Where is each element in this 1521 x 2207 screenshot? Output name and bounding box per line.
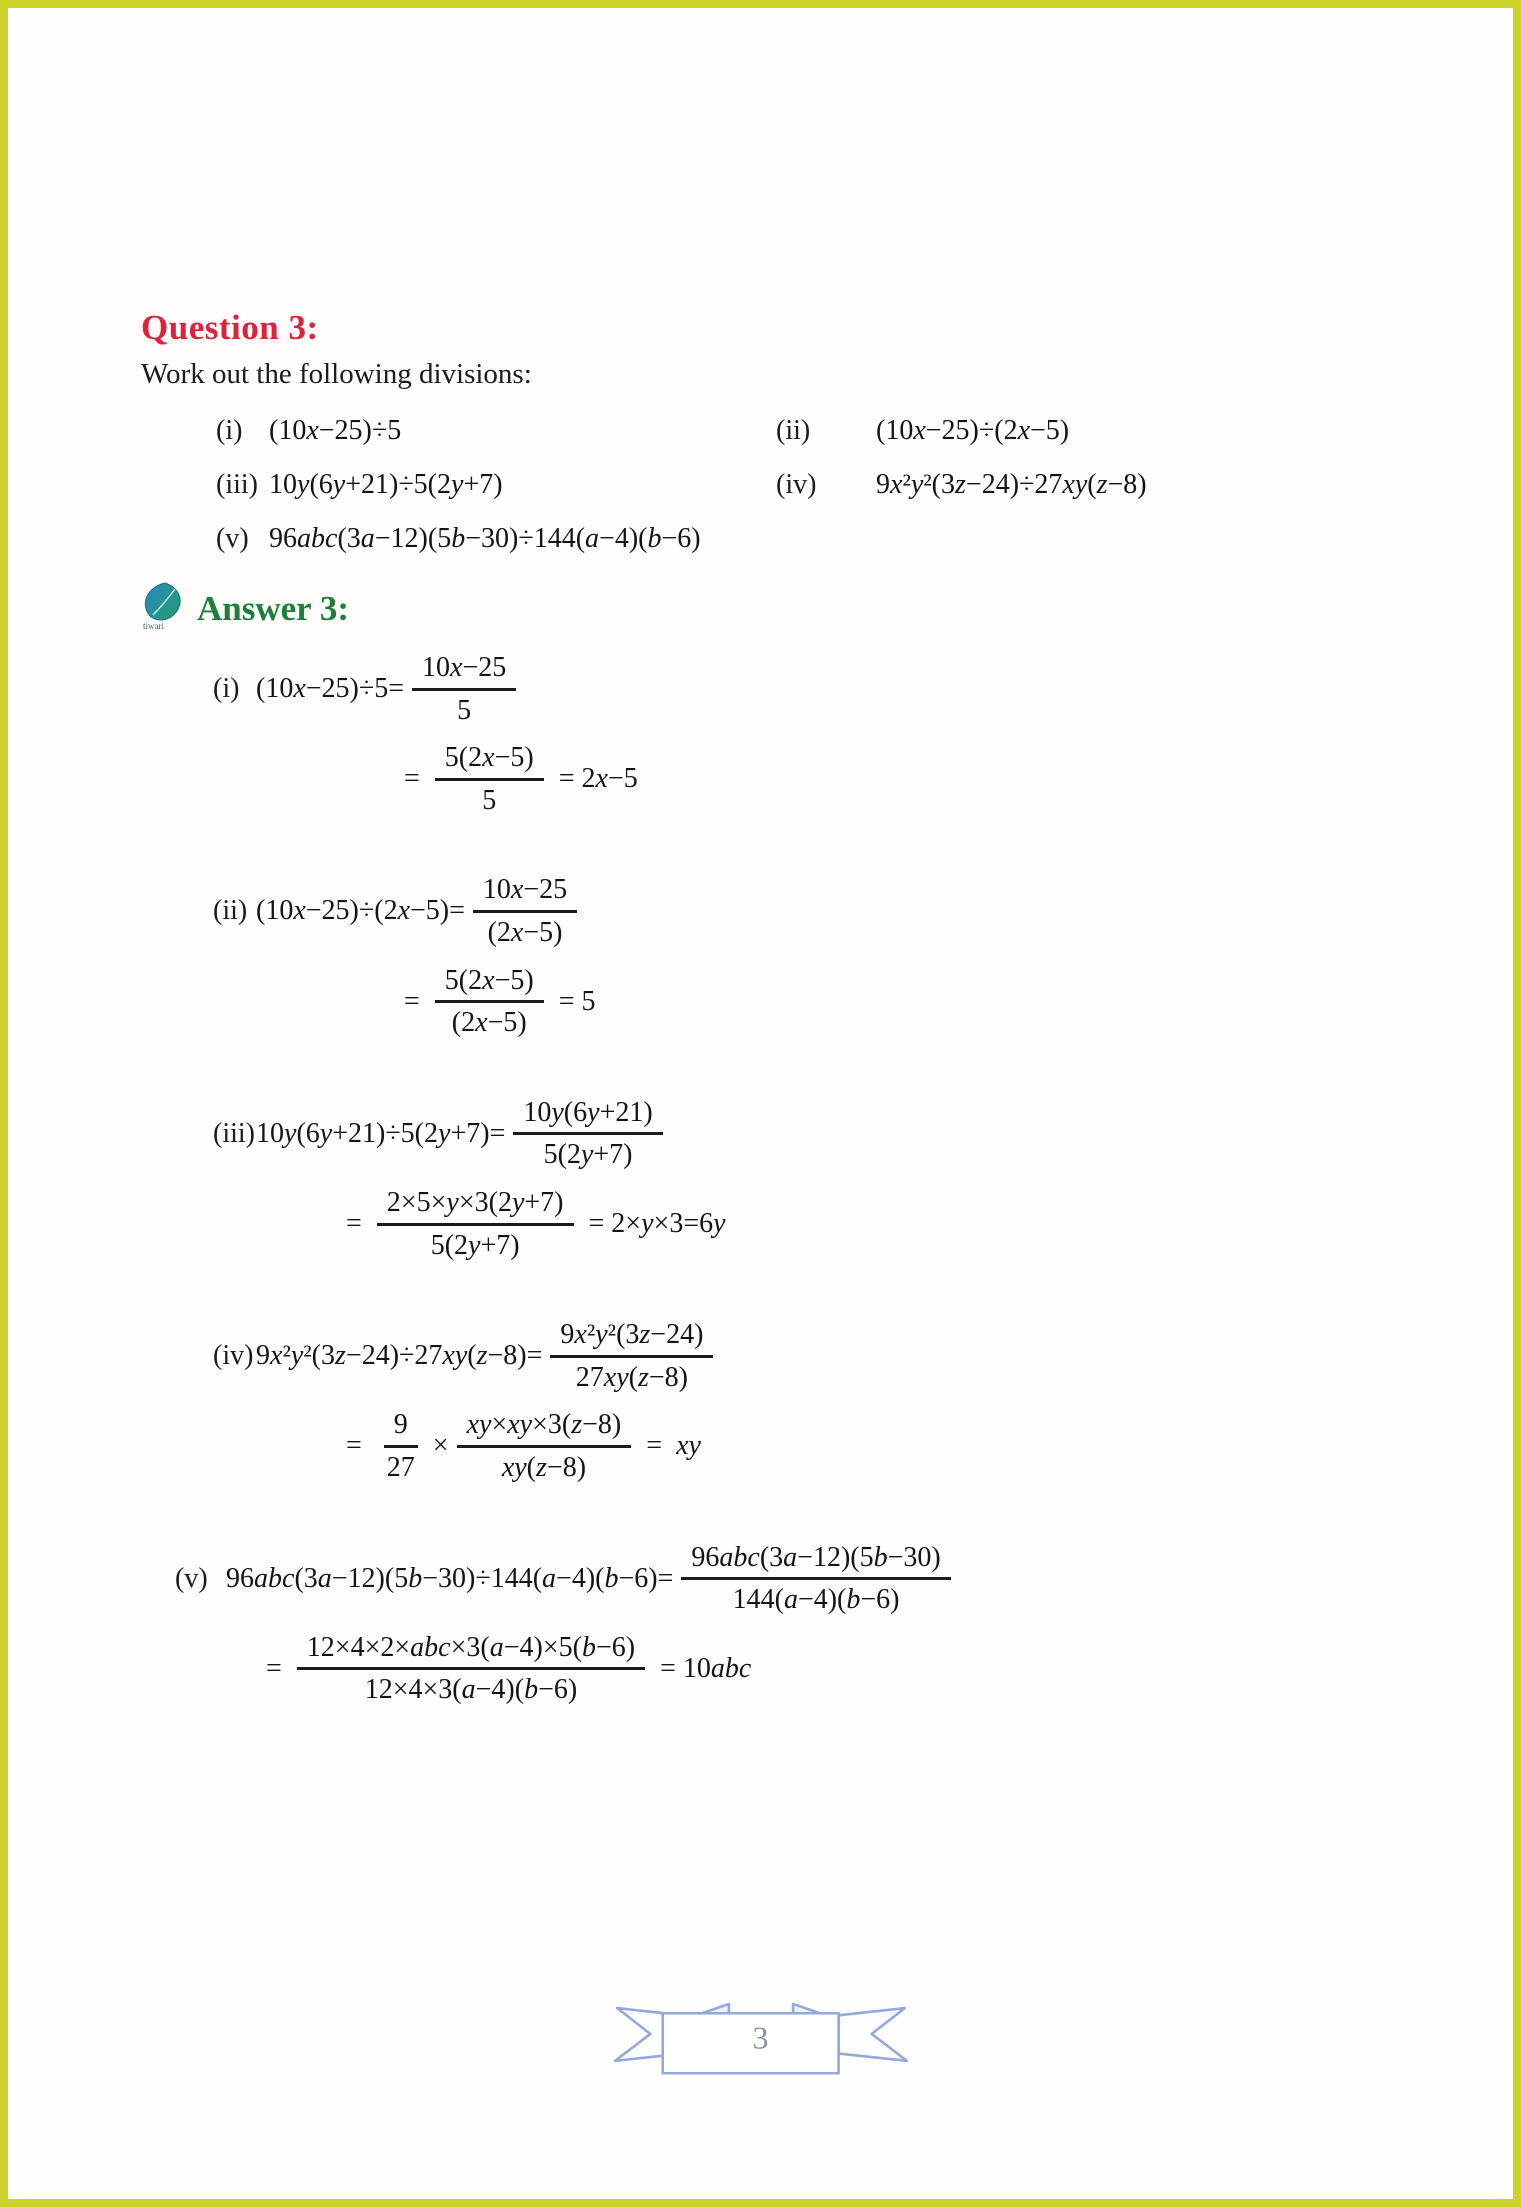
answer-row: [346, 1408, 1463, 1484]
answer-heading: Answer 3:: [197, 589, 349, 628]
page-number: 3: [752, 2019, 769, 2056]
answer-row: [404, 964, 1463, 1040]
answer-row: [141, 1318, 1463, 1394]
answer-item: [141, 1318, 1463, 1484]
answer-equation-line-1: 10y(6y+21)÷5(2y+7)= $\frac{10y(6y+21)}{5(2y+7)}$: [256, 1096, 671, 1172]
logo-word: tiwari: [143, 621, 164, 631]
question-item-expression: 9x²y²(3z−24)÷27xy(z−8): [876, 469, 1147, 500]
answer-equation-line-1: (10x−25)÷5= $\frac{10x-25}{5}$: [256, 651, 524, 727]
question-item-expression: 10y(6y+21)÷5(2y+7): [269, 469, 503, 500]
answers-section: [141, 651, 1463, 1707]
answer-row: [141, 1541, 1463, 1617]
question-item-label: (ii): [776, 415, 811, 446]
answer-equation-line-1: (10x−25)÷(2x−5)= $\frac{10x-25}{(2x-5)}$: [256, 873, 585, 949]
answer-item: [141, 1096, 1463, 1262]
question-item-expression: (10x−25)÷(2x−5): [876, 415, 1070, 446]
answer-row: [141, 651, 1463, 727]
answer-heading-row: [141, 577, 1463, 629]
answer-equation-line-2: = $\frac{9}{27}$ × $\frac{xy\times xy\times 3(z-8)}{xy(z-8)}$ = xy: [346, 1409, 701, 1483]
answer-item: [141, 873, 1463, 1039]
answer-row: [141, 873, 1463, 949]
page-number-ribbon: [611, 1993, 911, 2079]
answer-equation-line-1: 9x²y²(3z−24)÷27xy(z−8)= $\frac{\text{9x²y²(3z−24)}}{27xy(z-8)}$: [256, 1318, 721, 1394]
question-item-expression: 96abc(3a−12)(5b−30)÷144(a−4)(b−6): [269, 523, 701, 554]
tiwari-logo-icon: [141, 581, 187, 633]
answer-equation-line-2: = $\frac{5(2x-5)}{(2x-5)}$ = 5: [404, 964, 596, 1039]
answer-equation-line-2: = $\frac{2\times 5\times y\times 3(2y+7)}{5(2y+7)}$ = 2×y×3=6y: [346, 1186, 726, 1261]
question-list: [141, 415, 1463, 555]
question-row: [141, 523, 1463, 555]
question-item-label: (iii): [216, 469, 258, 500]
answer-equation-line-2: = $\frac{\text{12×4×2×abc×3(a−4)×5(b−6)}}{12\times 4\times 3(a-4)(b-6)}$ = 10abc: [266, 1631, 752, 1706]
answer-item-label: (iv): [213, 1340, 254, 1372]
answer-equation-line-1: 96abc(3a−12)(5b−30)÷144(a−4)(b−6)= $\frac{\text{96abc(3a−12)(5b−30)}}{144(a-4)(b-6)}$: [226, 1541, 959, 1617]
answer-item-label: (ii): [213, 895, 248, 927]
answer-item-label: (iii): [213, 1117, 255, 1149]
answer-item: [141, 1541, 1463, 1707]
answer-item-label: (i): [213, 673, 240, 705]
question-row: [141, 415, 1463, 447]
answer-equation-line-2: = $\frac{5(2x-5)}{5}$ = 2x−5: [404, 742, 638, 816]
question-item-label: (iv): [776, 469, 817, 500]
page-content: [8, 8, 1513, 1707]
question-item-expression: (10x−25)÷5: [269, 415, 402, 446]
answer-row: [346, 1186, 1463, 1262]
question-item-label: (i): [216, 415, 243, 446]
answer-item: [141, 651, 1463, 817]
answer-row: [266, 1631, 1463, 1707]
answer-row: [404, 741, 1463, 817]
answer-item-label: (v): [175, 1562, 208, 1594]
question-item-label: (v): [216, 523, 249, 554]
question-row: [141, 469, 1463, 501]
question-intro: Work out the following divisions:: [141, 358, 532, 390]
question-heading: Question 3:: [141, 308, 319, 347]
answer-row: [141, 1096, 1463, 1172]
